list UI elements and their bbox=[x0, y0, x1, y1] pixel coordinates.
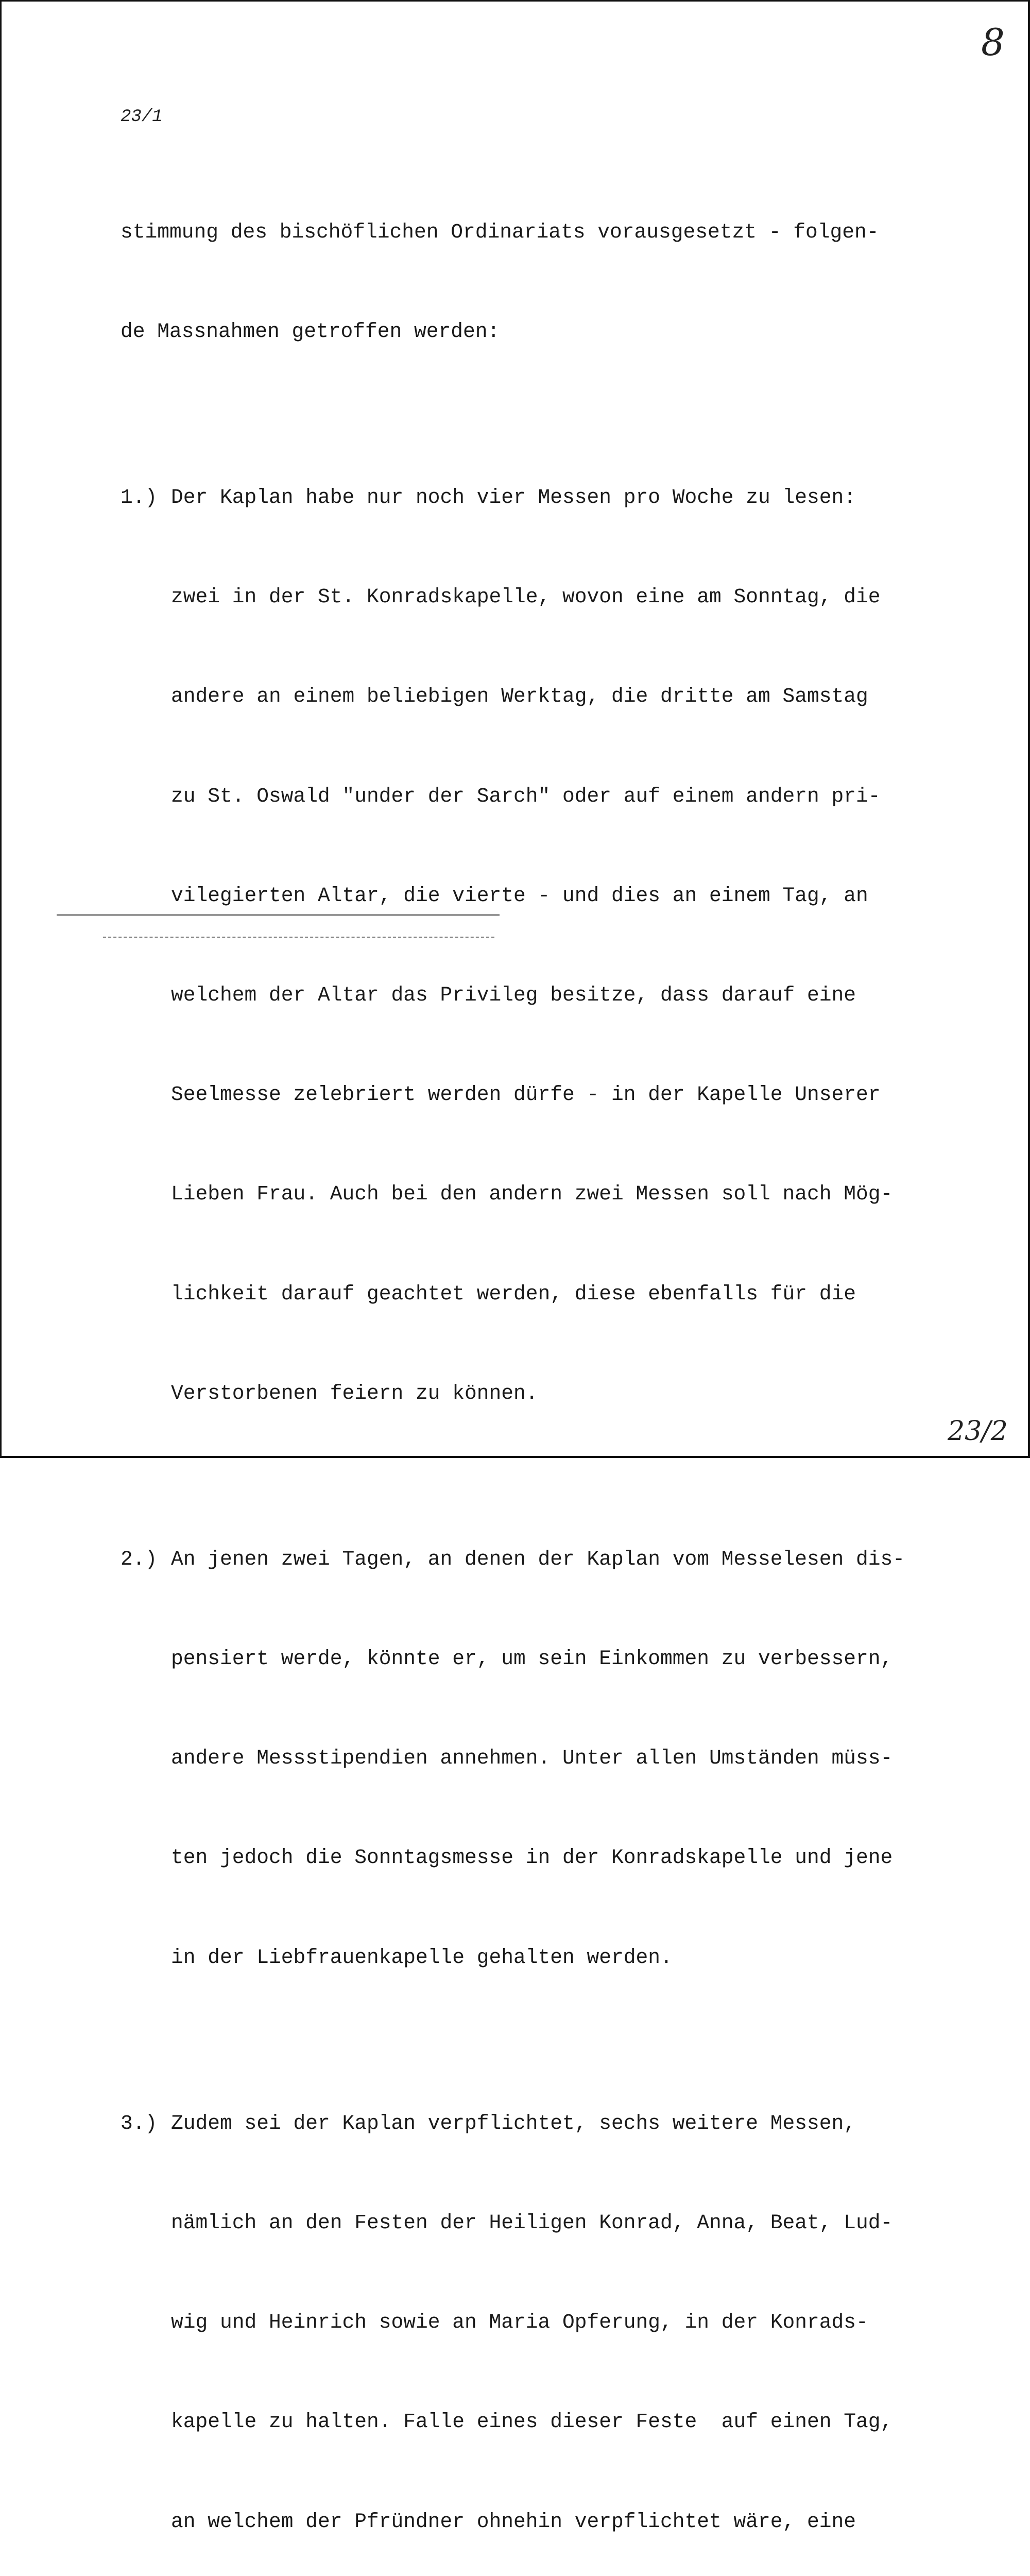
pencil-mark-line bbox=[57, 914, 500, 916]
item-line: Seelmesse zelebriert werden dürfe - in der Kapelle Unserer bbox=[171, 1083, 881, 1107]
item-line: Lieben Frau. Auch bei den andern zwei Messen soll nach Mög- bbox=[171, 1182, 893, 1206]
item-line: nämlich an den Festen der Heiligen Konrad, Anna, Beat, Lud- bbox=[171, 2211, 893, 2234]
item-line: an welchem der Pfründner ohnehin verpflichtet wäre, eine bbox=[171, 2510, 856, 2533]
list-item-2 bbox=[121, 1543, 924, 1576]
item-line: lichkeit darauf geachtet werden, diese ebenfalls für die bbox=[171, 1282, 856, 1306]
item-line: ten jedoch die Sonntagsmesse in der Konradskapelle und jene bbox=[171, 1846, 893, 1870]
item-line: Verstorbenen feiern zu können. bbox=[171, 1381, 538, 1405]
item-line: wig und Heinrich sowie an Maria Opferung, in der Konrads- bbox=[171, 2311, 868, 2334]
page-border-right bbox=[1028, 0, 1030, 1458]
item-line: in der Liebfrauenkapelle gehalten werden. bbox=[171, 1945, 673, 1969]
item-number: 3.) bbox=[121, 2111, 158, 2135]
item-line: andere Messstipendien annehmen. Unter allen Umständen müss- bbox=[171, 1747, 893, 1770]
intro-line: de Massnahmen getroffen werden: bbox=[121, 320, 500, 344]
document-body bbox=[121, 149, 924, 2576]
item-line: Zudem sei der Kaplan verpflichtet, sechs weitere Messen, bbox=[171, 2111, 856, 2135]
item-number: 2.) bbox=[121, 1547, 158, 1571]
list-item-3 bbox=[121, 2107, 924, 2140]
handwritten-archive-reference: 23/2 bbox=[948, 1416, 1008, 1447]
item-line: zwei in der St. Konradskapelle, wovon eine am Sonntag, die bbox=[171, 585, 881, 609]
item-line: welchem der Altar das Privileg besitze, dass darauf eine bbox=[171, 984, 856, 1007]
item-line: andere an einem beliebigen Werktag, die dritte am Samstag bbox=[171, 685, 868, 708]
page-border-top bbox=[0, 0, 1030, 2]
pencil-mark-dotted-line bbox=[103, 937, 494, 938]
page-border-left bbox=[0, 0, 2, 1458]
item-number: 1.) bbox=[121, 486, 158, 510]
handwritten-page-number: 8 bbox=[981, 21, 1005, 64]
item-line: zu St. Oswald "under der Sarch" oder auf einem andern pri- bbox=[171, 784, 881, 808]
item-line: pensiert werde, könnte er, um sein Einkommen zu verbessern, bbox=[171, 1647, 893, 1671]
folio-number: 23/1 bbox=[121, 107, 163, 127]
item-line: Der Kaplan habe nur noch vier Messen pro Woche zu lesen: bbox=[171, 486, 856, 510]
list-item-1 bbox=[121, 481, 924, 514]
intro-line: stimmung des bischöflichen Ordinariats vorausgesetzt - folgen- bbox=[121, 220, 879, 244]
item-line: vilegierten Altar, die vierte - und dies an einem Tag, an bbox=[171, 884, 868, 907]
item-line: kapelle zu halten. Falle eines dieser Feste auf einen Tag, bbox=[171, 2410, 893, 2434]
item-line: An jenen zwei Tagen, an denen der Kaplan vom Messelesen dis- bbox=[171, 1547, 905, 1571]
